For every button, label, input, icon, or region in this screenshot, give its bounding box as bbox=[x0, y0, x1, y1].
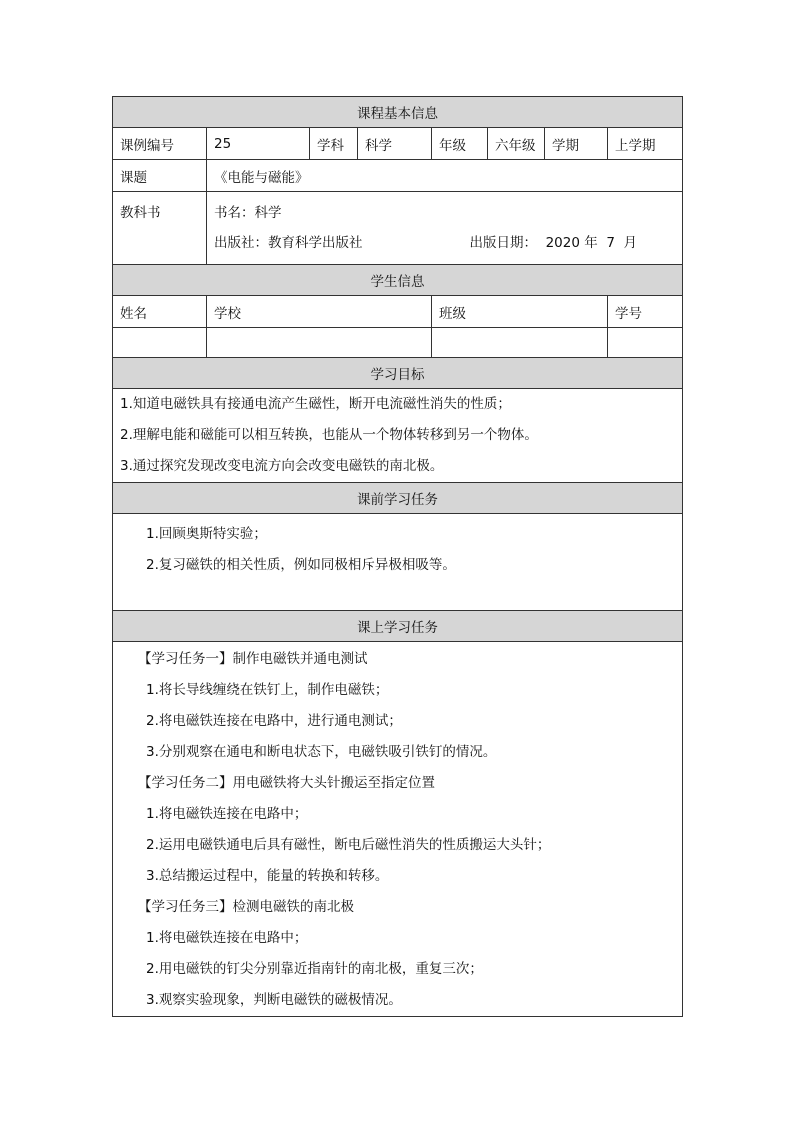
grade-label: 年级 bbox=[432, 128, 488, 160]
name-label: 姓名 bbox=[113, 296, 207, 328]
task-step: 3.总结搬运过程中，能量的转换和转移。 bbox=[146, 868, 389, 884]
course-info-header: 课程基本信息 bbox=[113, 97, 683, 128]
pre-class-list bbox=[113, 514, 683, 611]
task-step: 2.运用电磁铁通电后具有磁性，断电后磁性消失的性质搬运大头针； bbox=[146, 837, 551, 853]
term-label: 学期 bbox=[545, 128, 608, 160]
objective-item: 1.知道电磁铁具有接通电流产生磁性，断开电流磁性消失的性质； bbox=[120, 396, 511, 412]
class-label: 班级 bbox=[432, 296, 608, 328]
subject-label: 学科 bbox=[310, 128, 358, 160]
case-no-label: 课例编号 bbox=[113, 128, 207, 160]
student-info-header: 学生信息 bbox=[113, 265, 683, 296]
topic-label: 课题 bbox=[113, 160, 207, 192]
class-field bbox=[432, 328, 608, 358]
in-class-list bbox=[113, 642, 683, 1017]
objectives-header: 学习目标 bbox=[113, 358, 683, 389]
school-field bbox=[207, 328, 432, 358]
publish-date: 出版日期： 2020 年 7 月 bbox=[469, 235, 637, 251]
task-step: 1.将电磁铁连接在电路中； bbox=[146, 806, 308, 822]
textbook-info bbox=[207, 192, 683, 265]
task-step: 2.将电磁铁连接在电路中，进行通电测试； bbox=[146, 713, 402, 729]
book-name: 书名：科学 bbox=[214, 205, 282, 221]
publisher: 出版社：教育科学出版社 bbox=[214, 235, 363, 251]
student-id-label: 学号 bbox=[608, 296, 683, 328]
objectives-list bbox=[113, 389, 683, 483]
in-class-header: 课上学习任务 bbox=[113, 611, 683, 642]
task-step: 2.用电磁铁的钉尖分别靠近指南针的南北极，重复三次； bbox=[146, 961, 483, 977]
objective-item: 2.理解电能和磁能可以相互转换，也能从一个物体转移到另一个物体。 bbox=[120, 427, 538, 443]
task-step: 3.观察实验现象，判断电磁铁的磁极情况。 bbox=[146, 992, 402, 1008]
pre-class-item: 1.回顾奥斯特实验； bbox=[146, 526, 267, 542]
topic-value: 《电能与磁能》 bbox=[207, 160, 683, 192]
lesson-plan-table bbox=[112, 96, 683, 1017]
student-id-field bbox=[608, 328, 683, 358]
objective-item: 3.通过探究发现改变电流方向会改变电磁铁的南北极。 bbox=[120, 458, 444, 474]
subject-value: 科学 bbox=[358, 128, 432, 160]
pre-class-header: 课前学习任务 bbox=[113, 483, 683, 514]
task3-title: 【学习任务三】检测电磁铁的南北极 bbox=[138, 899, 354, 915]
task-step: 3.分别观察在通电和断电状态下，电磁铁吸引铁钉的情况。 bbox=[146, 744, 497, 760]
task2-title: 【学习任务二】用电磁铁将大头针搬运至指定位置 bbox=[138, 775, 435, 791]
publisher-line bbox=[214, 228, 675, 258]
task-step: 1.将电磁铁连接在电路中； bbox=[146, 930, 308, 946]
pre-class-item: 2.复习磁铁的相关性质，例如同极相斥异极相吸等。 bbox=[146, 557, 456, 573]
name-field bbox=[113, 328, 207, 358]
school-label: 学校 bbox=[207, 296, 432, 328]
grade-value: 六年级 bbox=[488, 128, 545, 160]
term-value: 上学期 bbox=[608, 128, 683, 160]
textbook-label: 教科书 bbox=[113, 192, 207, 265]
task1-title: 【学习任务一】制作电磁铁并通电测试 bbox=[138, 651, 368, 667]
case-no-value: 25 bbox=[207, 128, 310, 160]
task-step: 1.将长导线缠绕在铁钉上，制作电磁铁； bbox=[146, 682, 389, 698]
